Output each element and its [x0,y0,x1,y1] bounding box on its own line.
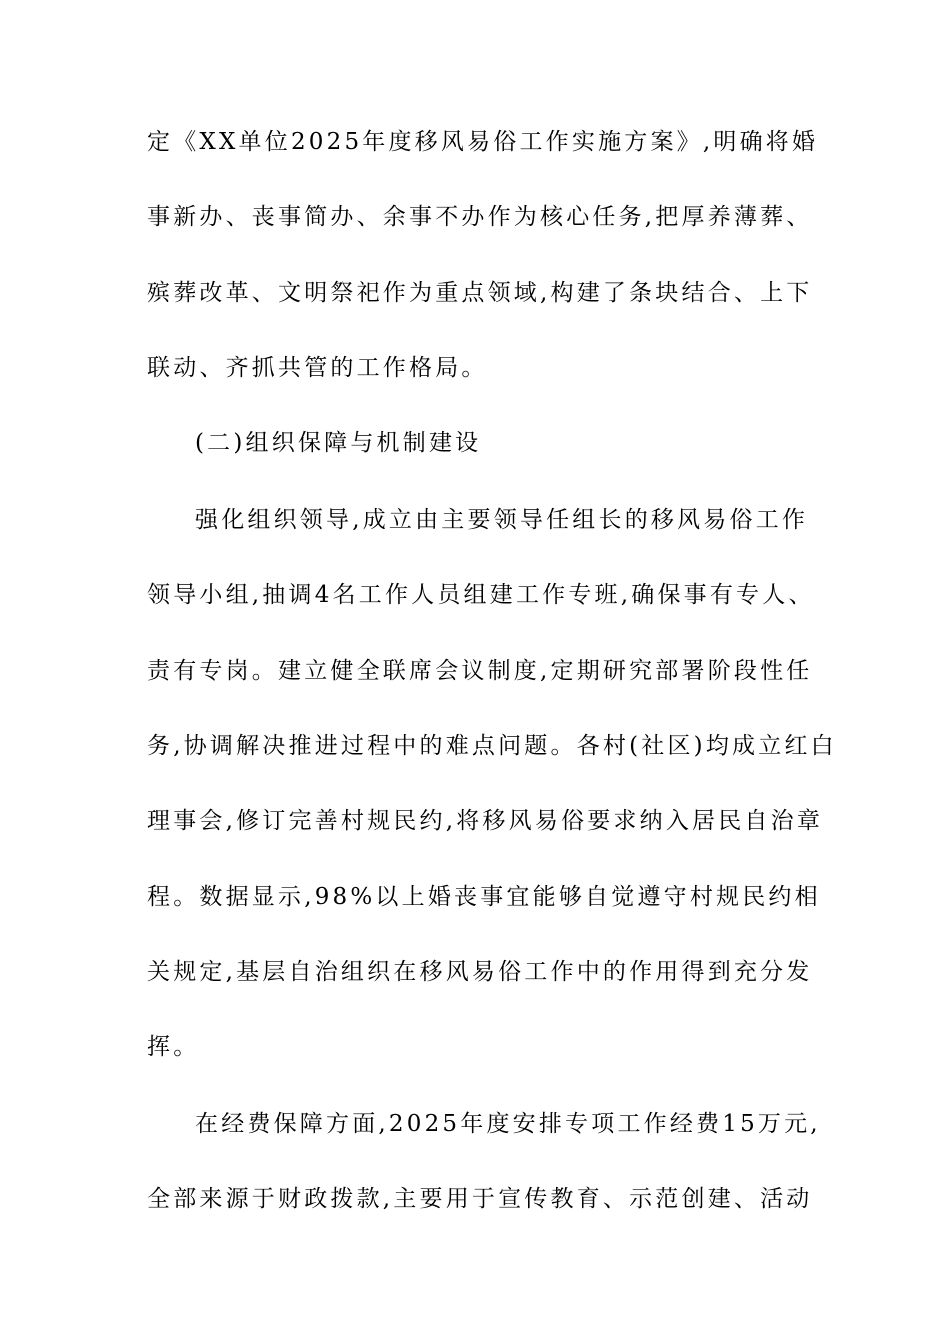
body-text-line: 全部来源于财政拨款,主要用于宣传教育、示范创建、活动 [147,1186,813,1212]
body-text-line: 责有专岗。建立健全联席会议制度,定期研究部署阶段性任 [147,658,813,684]
body-text-line: 殡葬改革、文明祭祀作为重点领域,构建了条块结合、上下 [147,280,813,306]
body-text-line: 事新办、丧事简办、余事不办作为核心任务,把厚养薄葬、 [147,204,813,230]
body-text-line: 挥。 [147,1034,200,1060]
body-text-line: 程。数据显示,98%以上婚丧事宜能够自觉遵守村规民约相 [147,884,821,910]
paragraph-start-line: 在经费保障方面,2025年度安排专项工作经费15万元, [195,1111,821,1137]
body-text-line: 联动、齐抓共管的工作格局。 [147,355,488,381]
body-text-line: 领导小组,抽调4名工作人员组建工作专班,确保事有专人、 [147,582,815,608]
body-text-line: 定《XX单位2025年度移风易俗工作实施方案》,明确将婚 [147,129,819,155]
paragraph-start-line: 强化组织领导,成立由主要领导任组长的移风易俗工作 [195,507,809,533]
body-text-line: 务,协调解决推进过程中的难点问题。各村(社区)均成立红白 [147,733,837,759]
body-text-line: 理事会,修订完善村规民约,将移风易俗要求纳入居民自治章 [147,808,824,834]
body-text-line: 关规定,基层自治组织在移风易俗工作中的作用得到充分发 [147,959,813,985]
section-heading: (二)组织保障与机制建设 [195,430,482,456]
